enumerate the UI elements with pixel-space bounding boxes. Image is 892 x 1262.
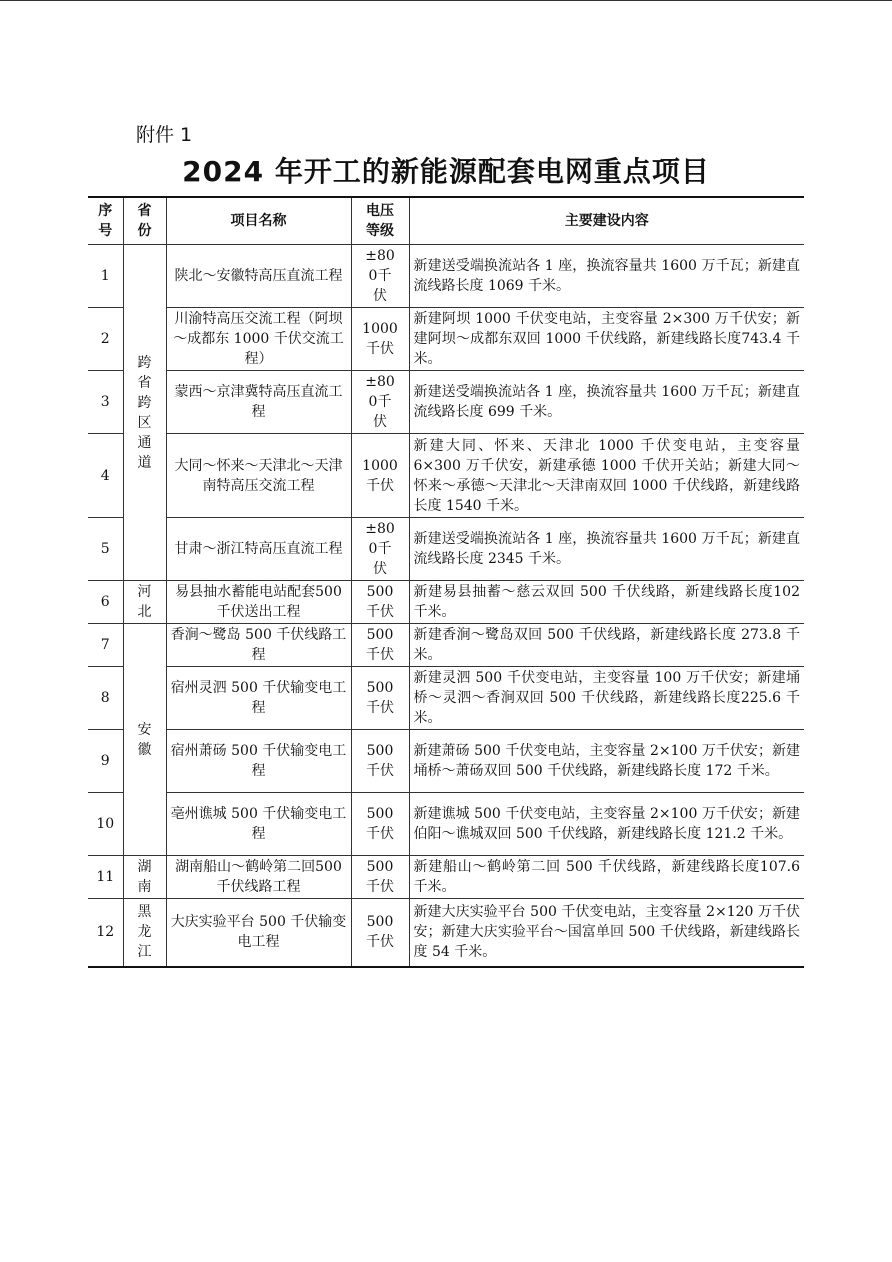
page-top-border (0, 0, 892, 1)
project-name: 亳州谯城 500 千伏输变电工程 (166, 793, 351, 856)
voltage-level: 500千伏 (351, 856, 409, 899)
row-num: 10 (88, 793, 123, 856)
row-num: 6 (88, 581, 123, 624)
header-name: 项目名称 (166, 197, 351, 245)
row-num: 12 (88, 899, 123, 967)
construction-content: 新建船山～鹤岭第二回 500 千伏线路，新建线路长度107.6 千米。 (409, 856, 804, 899)
project-name: 蒙西～京津冀特高压直流工程 (166, 371, 351, 434)
province-cell: 跨省跨区通道 (123, 245, 166, 581)
table-row (88, 581, 804, 624)
project-name: 湖南船山～鹤岭第二回500 千伏线路工程 (166, 856, 351, 899)
voltage-level: ±800千伏 (351, 518, 409, 581)
construction-content: 新建送受端换流站各 1 座，换流容量共 1600 万千瓦；新建直流线路长度 2345 千米。 (409, 518, 804, 581)
table-row (88, 856, 804, 899)
table-row (88, 434, 804, 518)
table-row (88, 308, 804, 371)
voltage-level: 500千伏 (351, 667, 409, 730)
row-num: 8 (88, 667, 123, 730)
table-row (88, 899, 804, 967)
row-num: 2 (88, 308, 123, 371)
row-num: 1 (88, 245, 123, 308)
voltage-level: 500千伏 (351, 793, 409, 856)
construction-content: 新建大庆实验平台 500 千伏变电站，主变容量 2×120 万千伏安；新建大庆实验平台～国富单回 500 千伏线路，新建线路长度 54 千米。 (409, 899, 804, 967)
project-name: 香涧～鹭岛 500 千伏线路工程 (166, 624, 351, 667)
header-num: 序号 (88, 197, 123, 245)
row-num: 5 (88, 518, 123, 581)
voltage-level: 1000千伏 (351, 308, 409, 371)
header-content: 主要建设内容 (409, 197, 804, 245)
construction-content: 新建阿坝 1000 千伏变电站，主变容量 2×300 万千伏安；新建阿坝～成都东双回 1000 千伏线路，新建线路长度743.4 千米。 (409, 308, 804, 371)
province-cell: 安徽 (123, 624, 166, 856)
document-title: 2024 年开工的新能源配套电网重点项目 (182, 155, 710, 188)
table-row (88, 371, 804, 434)
project-name: 易县抽水蓄能电站配套500 千伏送出工程 (166, 581, 351, 624)
table-row (88, 667, 804, 730)
voltage-level: ±800千伏 (351, 371, 409, 434)
row-num: 4 (88, 434, 123, 518)
header-voltage: 电压等级 (351, 197, 409, 245)
row-num: 11 (88, 856, 123, 899)
voltage-level: 500千伏 (351, 730, 409, 793)
province-cell: 河北 (123, 581, 166, 624)
voltage-level: 500千伏 (351, 624, 409, 667)
project-name: 大庆实验平台 500 千伏输变电工程 (166, 899, 351, 967)
header-province: 省份 (123, 197, 166, 245)
row-num: 3 (88, 371, 123, 434)
table-row (88, 518, 804, 581)
construction-content: 新建香涧～鹭岛双回 500 千伏线路，新建线路长度 273.8 千米。 (409, 624, 804, 667)
construction-content: 新建易县抽蓄～慈云双回 500 千伏线路，新建线路长度102 千米。 (409, 581, 804, 624)
project-name: 陕北～安徽特高压直流工程 (166, 245, 351, 308)
construction-content: 新建萧砀 500 千伏变电站，主变容量 2×100 万千伏安；新建埇桥～萧砀双回 500 千伏线路，新建线路长度 172 千米。 (409, 730, 804, 793)
table-header-row (88, 197, 804, 245)
voltage-level: ±800千伏 (351, 245, 409, 308)
province-cell: 湖南 (123, 856, 166, 899)
project-name: 宿州萧砀 500 千伏输变电工程 (166, 730, 351, 793)
voltage-level: 1000千伏 (351, 434, 409, 518)
projects-table (88, 196, 804, 968)
row-num: 9 (88, 730, 123, 793)
table-row (88, 624, 804, 667)
table-row (88, 793, 804, 856)
project-name: 甘肃～浙江特高压直流工程 (166, 518, 351, 581)
attachment-label: 附件 1 (136, 124, 193, 146)
project-name: 川渝特高压交流工程（阿坝～成都东 1000 千伏交流工程） (166, 308, 351, 371)
project-name: 宿州灵泗 500 千伏输变电工程 (166, 667, 351, 730)
voltage-level: 500千伏 (351, 899, 409, 967)
construction-content: 新建大同、怀来、天津北 1000 千伏变电站，主变容量 6×300 万千伏安，新建承德 1000 千伏开关站；新建大同～怀来～承德～天津北～天津南双回 1000 千伏线路，新建线路长度 1540 千米。 (409, 434, 804, 518)
construction-content: 新建灵泗 500 千伏变电站，主变容量 100 万千伏安；新建埇桥～灵泗～香涧双回 500 千伏线路，新建线路长度225.6 千米。 (409, 667, 804, 730)
row-num: 7 (88, 624, 123, 667)
table-row (88, 245, 804, 308)
province-cell: 黑龙江 (123, 899, 166, 967)
construction-content: 新建送受端换流站各 1 座，换流容量共 1600 万千瓦；新建直流线路长度 699 千米。 (409, 371, 804, 434)
construction-content: 新建谯城 500 千伏变电站，主变容量 2×100 万千伏安；新建伯阳～谯城双回 500 千伏线路，新建线路长度 121.2 千米。 (409, 793, 804, 856)
project-name: 大同～怀来～天津北～天津南特高压交流工程 (166, 434, 351, 518)
table-row (88, 730, 804, 793)
voltage-level: 500千伏 (351, 581, 409, 624)
construction-content: 新建送受端换流站各 1 座，换流容量共 1600 万千瓦；新建直流线路长度 1069 千米。 (409, 245, 804, 308)
